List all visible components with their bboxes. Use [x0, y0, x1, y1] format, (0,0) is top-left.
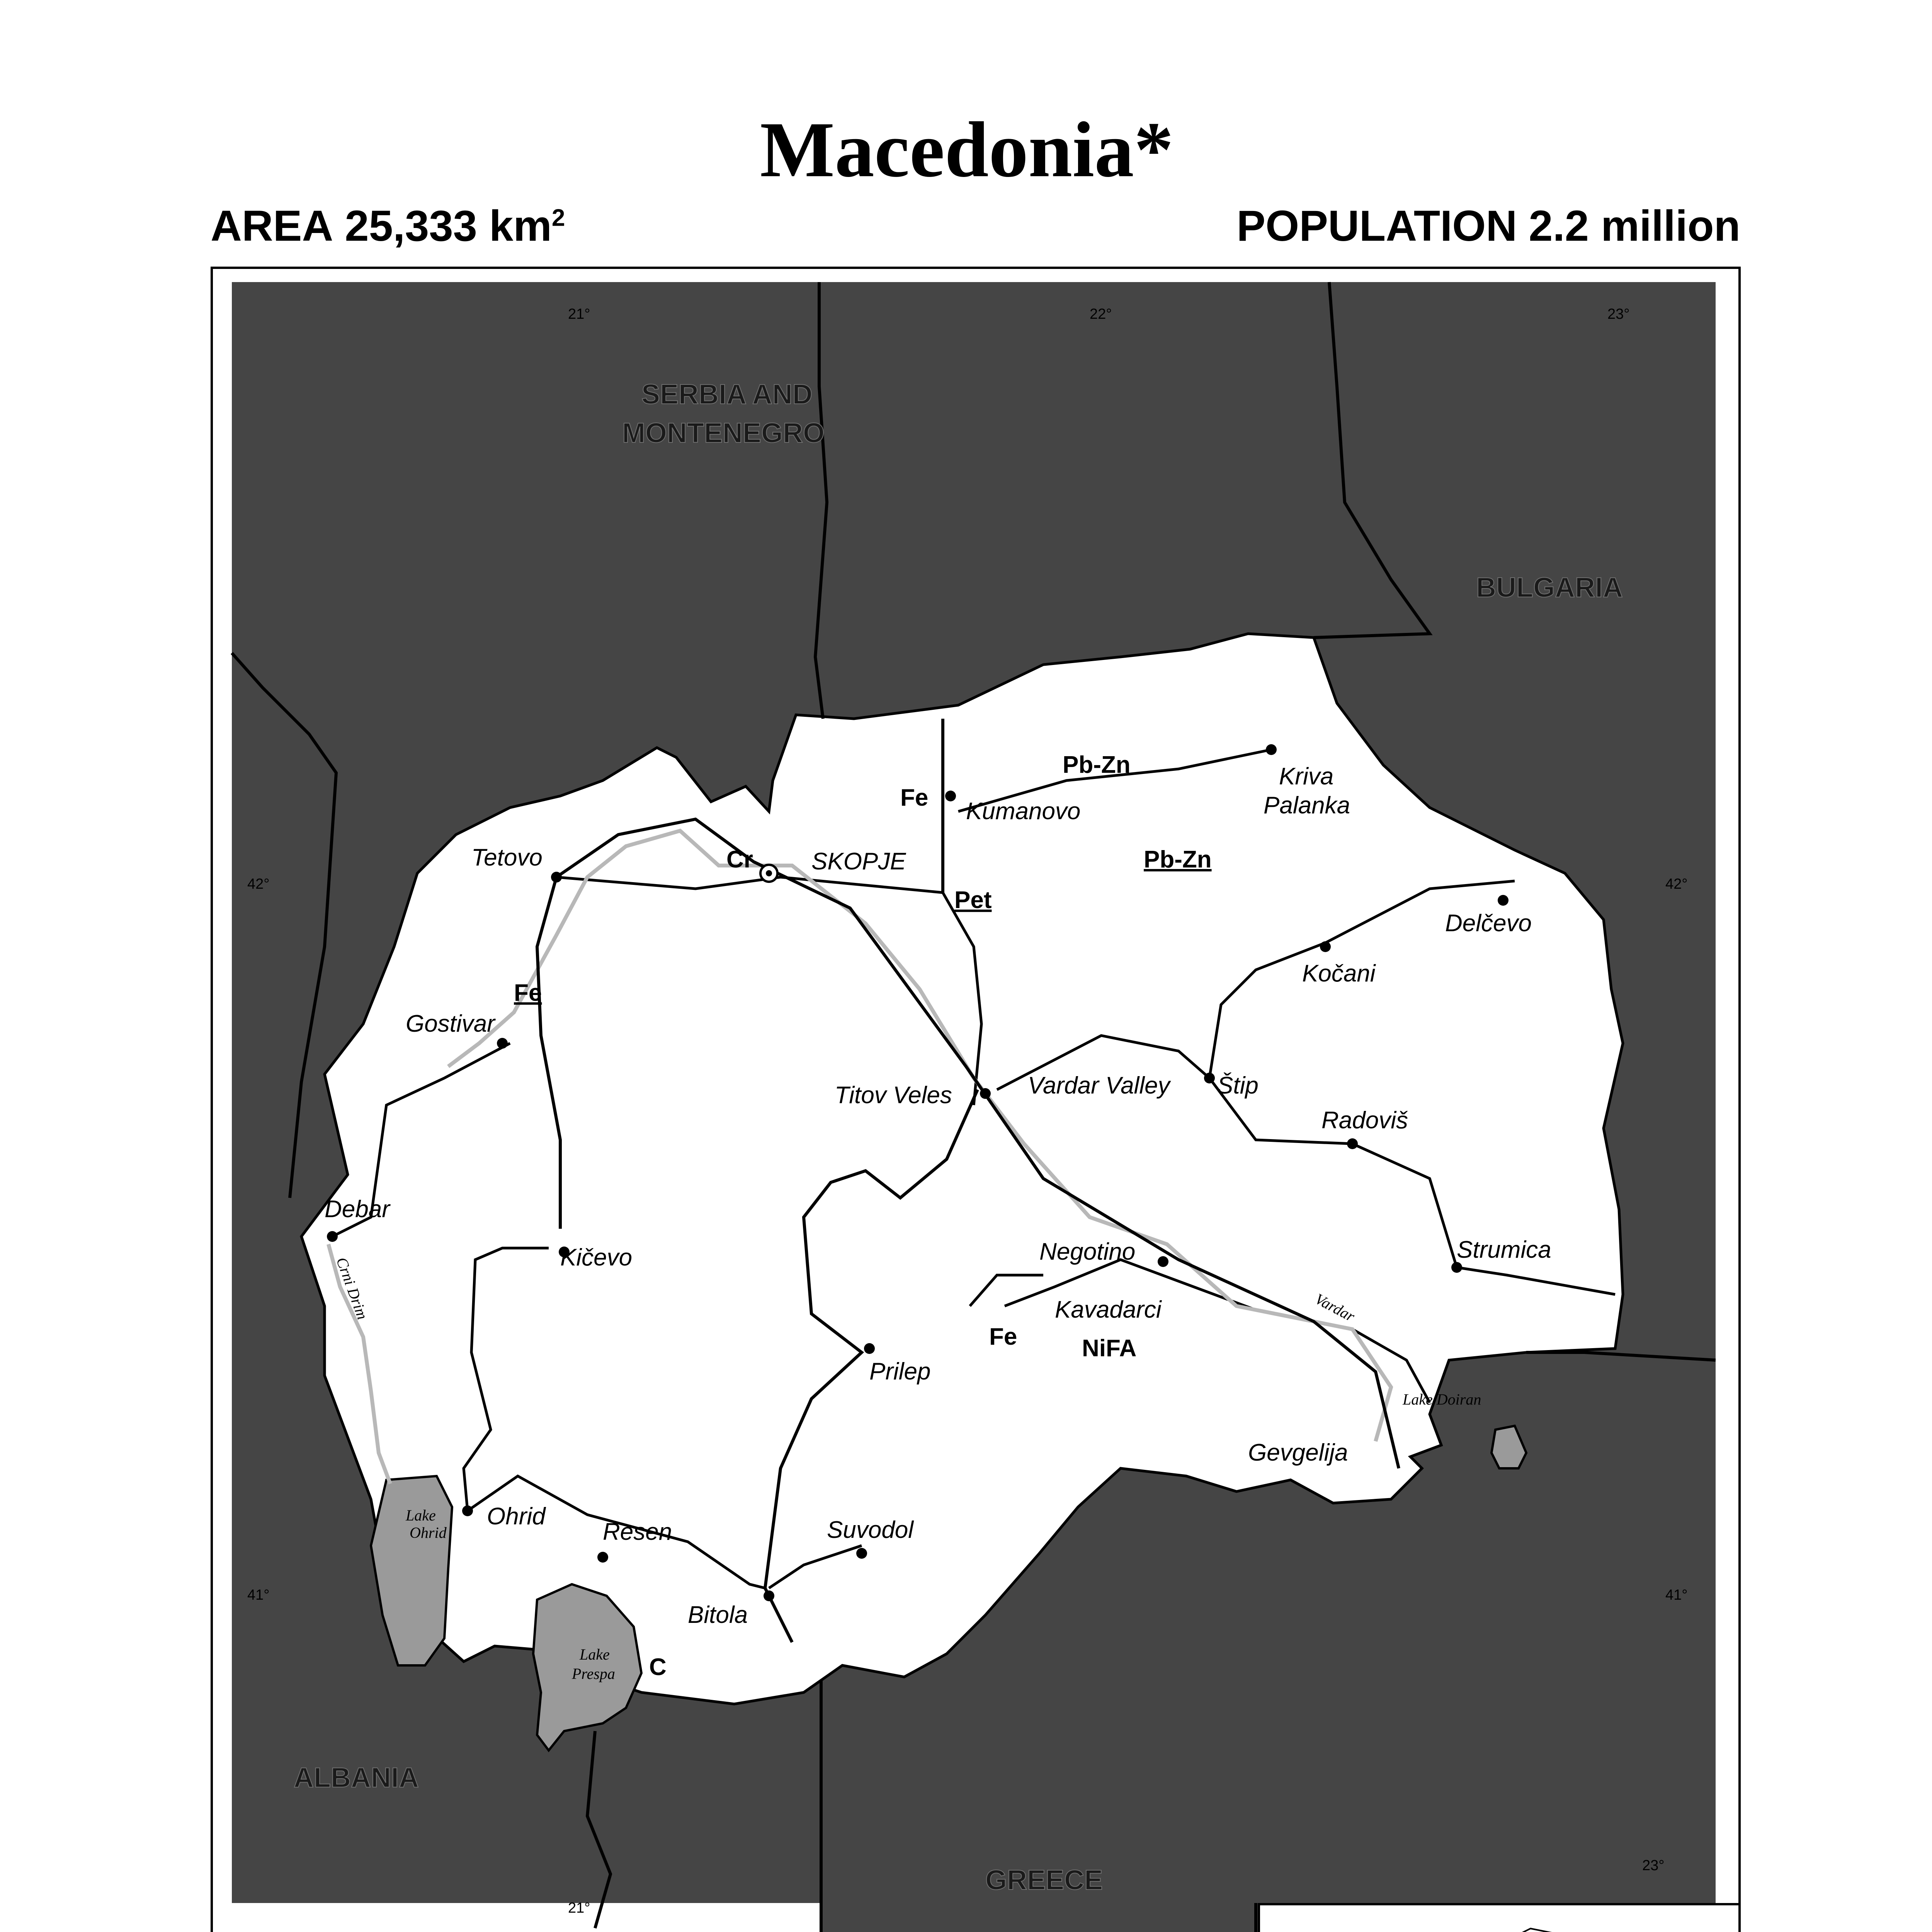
- area-value: 25,333 km: [345, 202, 552, 250]
- mineral-label-c: C: [649, 1654, 667, 1680]
- city-dot: [327, 1231, 338, 1242]
- grid-label-lon: 23°: [1642, 1857, 1665, 1874]
- population-label: POPULATION: [1236, 202, 1517, 250]
- grid-label-lon: 22°: [1090, 306, 1112, 322]
- country-label-albania: ALBANIA: [294, 1762, 419, 1793]
- river-label-vardar: Vardar: [1312, 1290, 1358, 1325]
- greece-south-land: [821, 1903, 1258, 1932]
- city-dot: [1266, 744, 1277, 755]
- grid-label-lat: 42°: [247, 876, 270, 892]
- city-dot: [497, 1038, 508, 1049]
- mineral-plant-pet: Pet: [954, 887, 992, 913]
- country-label-greece: GREECE: [985, 1865, 1103, 1896]
- city-dot: [462, 1505, 473, 1516]
- lake-label-doiran: Lake Doiran: [1403, 1391, 1481, 1408]
- lake-label: Lake: [406, 1507, 436, 1524]
- city-dot: [945, 791, 956, 801]
- europe-locator-inset: [1258, 1903, 1738, 1932]
- lake-label: Ohrid: [410, 1524, 447, 1541]
- city-dot: [597, 1552, 608, 1563]
- grid-label-lon: 21°: [568, 1900, 590, 1916]
- city-dot: [1320, 941, 1331, 952]
- capital-marker: [760, 865, 777, 882]
- city-label-stip: Štip: [1217, 1072, 1259, 1099]
- grid-label-lat: 42°: [1665, 876, 1688, 892]
- city-label-debar: Debar: [325, 1196, 390, 1223]
- city-dot: [864, 1343, 875, 1354]
- mineral-label-cr: Cr: [726, 846, 753, 873]
- mineral-label-fe: Fe: [989, 1323, 1017, 1350]
- country-label-bulgaria: BULGARIA: [1476, 572, 1623, 603]
- mineral-label-nifa: NiFA: [1082, 1335, 1137, 1362]
- mineral-plant-fe: Fe: [514, 980, 542, 1006]
- area-unit-exponent: 2: [551, 204, 565, 231]
- grid-label-lat: 41°: [247, 1587, 270, 1603]
- city-dot: [1158, 1256, 1168, 1267]
- city-label-negotino: Negotino: [1039, 1238, 1136, 1265]
- population-value: 2.2 million: [1529, 202, 1740, 250]
- city-label-resen: Resen: [603, 1519, 672, 1545]
- city-label-titov-veles: Titov Veles: [835, 1082, 952, 1109]
- city-label-gevgelija: Gevgelija: [1248, 1439, 1348, 1466]
- city-dot: [856, 1548, 867, 1559]
- city-label-vardar-valley: Vardar Valley: [1028, 1072, 1170, 1099]
- city-dot: [1498, 895, 1509, 906]
- river-label-crni-drim: Crni Drim: [333, 1255, 372, 1322]
- city-label-radovis: Radoviš: [1321, 1107, 1408, 1134]
- grid-label-lon: 21°: [568, 306, 590, 322]
- city-dot: [1451, 1262, 1462, 1273]
- country-label-montenegro: MONTENEGRO: [622, 418, 825, 449]
- mineral-label-fe: Fe: [900, 784, 929, 811]
- city-label-bitola: Bitola: [688, 1602, 748, 1628]
- city-label-kocani: Kočani: [1302, 960, 1376, 987]
- area-label: AREA: [211, 202, 333, 250]
- lake-label: Lake: [580, 1646, 610, 1663]
- city-label-kriva: Kriva: [1279, 763, 1334, 790]
- city-label-suvodol: Suvodol: [827, 1517, 914, 1543]
- city-label-prilep: Prilep: [869, 1358, 931, 1385]
- page-title: Macedonia*: [760, 106, 1174, 194]
- city-label-strumica: Strumica: [1457, 1236, 1551, 1263]
- city-label-kavadarci: Kavadarci: [1055, 1296, 1162, 1323]
- city-dot: [551, 872, 562, 883]
- city-label-gostivar: Gostivar: [406, 1010, 495, 1037]
- city-label-delcevo: Delčevo: [1445, 910, 1532, 937]
- city-label-kicevo: Kičevo: [560, 1244, 633, 1271]
- mineral-label-pb-zn: Pb-Zn: [1063, 752, 1131, 778]
- city-dot: [1204, 1073, 1215, 1083]
- mineral-plant-pb-zn: Pb-Zn: [1144, 846, 1212, 873]
- city-label-ohrid: Ohrid: [487, 1503, 546, 1530]
- country-label-serbia: SERBIA AND: [641, 379, 813, 410]
- city-dot: [980, 1088, 991, 1099]
- city-dot: [1347, 1138, 1358, 1149]
- city-label-palanka: Palanka: [1264, 792, 1350, 819]
- lake-label: Prespa: [572, 1665, 615, 1682]
- city-label-tetovo: Tetovo: [471, 844, 543, 871]
- grid-label-lon: 23°: [1607, 306, 1630, 322]
- europe-outline-map: [1260, 1905, 1738, 1932]
- grid-label-lat: 41°: [1665, 1587, 1688, 1603]
- capital-label-skopje: SKOPJE: [811, 848, 906, 875]
- city-dot: [764, 1590, 774, 1601]
- city-label-kumanovo: Kumanovo: [966, 798, 1081, 825]
